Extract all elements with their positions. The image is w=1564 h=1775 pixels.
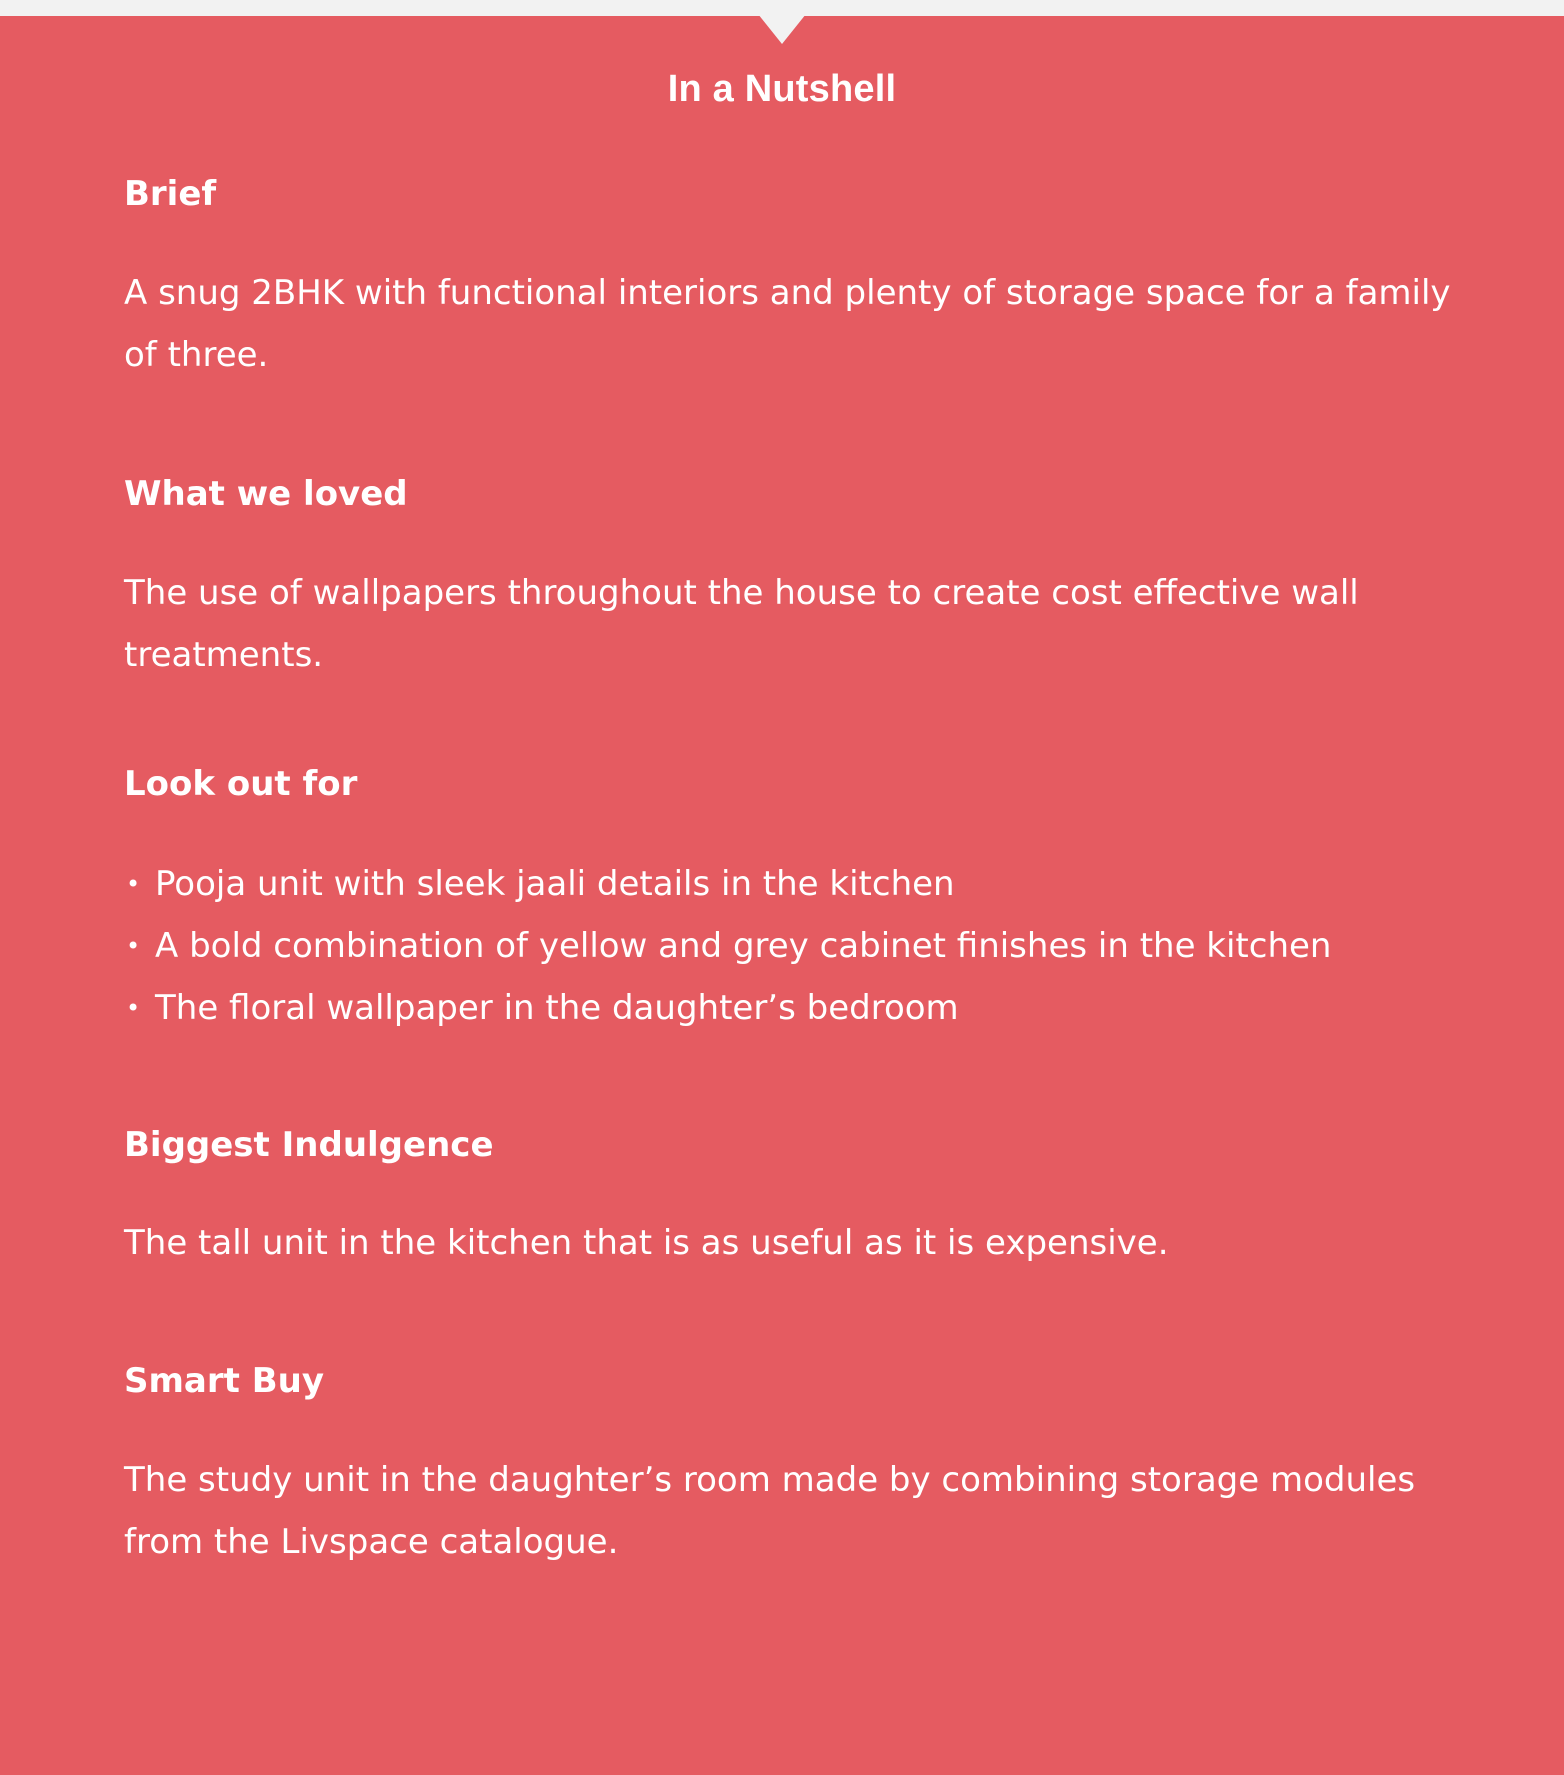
list-item — [124, 977, 1484, 1039]
indulgence-text: The tall unit in the kitchen that is as useful as it is expensive. — [124, 1223, 1169, 1263]
bullet-icon: • — [126, 932, 141, 960]
smartbuy-heading: Smart Buy — [124, 1361, 324, 1401]
loved-heading: What we loved — [124, 474, 408, 514]
bullet-icon: • — [126, 994, 141, 1022]
pointer-notch — [758, 14, 806, 44]
list-item — [124, 915, 1484, 977]
brief-heading: Brief — [124, 174, 217, 214]
nutshell-panel — [0, 16, 1564, 1775]
lookout-list — [124, 853, 1484, 1039]
list-item — [124, 853, 1484, 915]
indulgence-heading: Biggest Indulgence — [124, 1125, 494, 1165]
lookout-heading: Look out for — [124, 764, 358, 804]
list-item-text: The floral wallpaper in the daughter’s bedroom — [155, 988, 959, 1028]
loved-text: The use of wallpapers throughout the house to create cost effective wall treatments. — [124, 573, 1359, 675]
smartbuy-text: The study unit in the daughter’s room made by combining storage modules from the Livspace catalogue. — [124, 1460, 1416, 1562]
list-item-text: Pooja unit with sleek jaali details in the kitchen — [155, 864, 955, 904]
list-item-text: A bold combination of yellow and grey cabinet finishes in the kitchen — [155, 926, 1332, 966]
panel-title: In a Nutshell — [667, 68, 897, 110]
bullet-icon: • — [126, 870, 141, 898]
brief-text: A snug 2BHK with functional interiors and plenty of storage space for a family of three. — [124, 273, 1451, 375]
